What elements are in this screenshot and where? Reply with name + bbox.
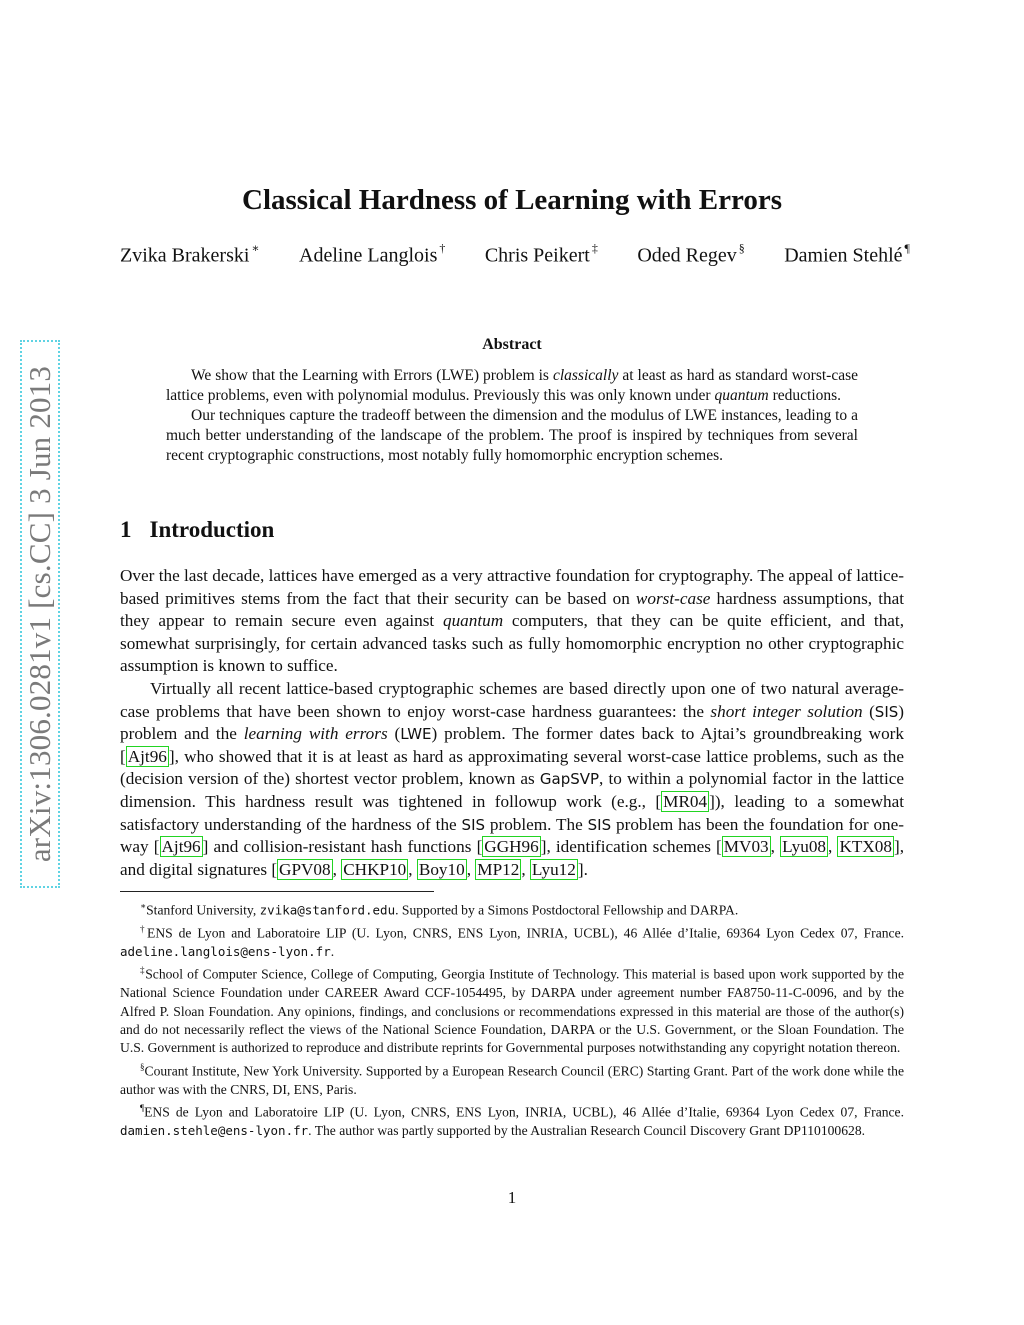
author: Damien Stehlé ¶ xyxy=(784,241,910,267)
citation-link[interactable]: GGH96 xyxy=(484,837,539,857)
citation-link[interactable]: GPV08 xyxy=(279,859,331,879)
abstract-paragraph: We show that the Learning with Errors (LWE) problem is classically at least as hard as standard worst-case lattice problems, even with polynomial modulus. Previously this was only known under quantum reductions. xyxy=(166,367,858,404)
arxiv-identifier: arXiv:1306.0281v1 [cs.CC] 3 Jun 2013 xyxy=(22,365,57,863)
page-number: 1 xyxy=(507,1188,517,1207)
author: Zvika Brakerski ∗ xyxy=(120,241,260,267)
section-heading: 1 Introduction xyxy=(120,517,275,542)
email-link[interactable]: damien.stehle@ens-lyon.fr xyxy=(120,1123,309,1139)
citation-link[interactable]: KTX08 xyxy=(839,837,892,857)
footnote: ‡School of Computer Science, College of Computing, Georgia Institute of Technology. This material is based upon work supported by the National Science Foundation under CAREER Award CCF-1054495, by DARPA under agreement number FA8750-11-C-0096, and by the Alfred P. Sloan Foundation. Any opinions, findings, and conclusions or recommendations expressed in this material are those of the author(s) and do not necessarily reflect the views of the National Science Foundation, DARPA or the U.S. Government, or the Sloan Foundation. The U.S. Government is authorized to reproduce and distribute reprints for Governmental purposes notwithstanding any copyright notation thereon. xyxy=(120,965,904,1056)
footnote: §Courant Institute, New York University. Supported by a European Research Council (ERC) Starting Grant. Part of the work done while the author was with the CNRS, DI, ENS, Paris. xyxy=(120,1061,904,1097)
abstract xyxy=(166,366,858,466)
body-paragraph: Virtually all recent lattice-based cryptographic schemes are based directly upon one of two natural average-case problems that have been shown to enjoy worst-case hardness guarantees: the short integer solution (SIS) problem and the learning with errors (LWE) problem. The former dates back to Ajtai’s groundbreaking work [ Ajt96 ], who showed that it is at least as hard as approximating several worst-case lattice problems, such as the (decision version of the) shortest vector problem, known as GapSVP, to within a polynomial factor in the lattice dimension. This hardness result was tightened in followup work (e.g., [ MR04 ]), leading to a somewhat satisfactory understanding of the hardness of the SIS problem. The SIS problem has been the foundation for one-way [ Ajt96 ] and collision-resistant hash functions [ GGH96 ], identification schemes [ MV03 , Lyu08 , KTX08 ], and digital signatures [ GPV08 , CHKP10 , Boy10 , MP12 , Lyu12 ]. xyxy=(120,678,905,879)
body-paragraph: Over the last decade, lattices have emerged as a very attractive foundation for cryptography. The appeal of lattice-based primitives stems from the fact that their security can be based on worst-case hardness assumptions, that they appear to remain secure even against quantum computers, that they can be quite efficient, and that, somewhat surprisingly, for certain advanced tasks such as fully homomorphic encryption no other cryptographic assumption is known to suffice. xyxy=(120,566,905,676)
citation-link[interactable]: Ajt96 xyxy=(161,837,201,857)
abstract-heading: Abstract xyxy=(482,336,542,353)
author: Adeline Langlois † xyxy=(299,241,446,267)
paper-title: Classical Hardness of Learning with Errors xyxy=(242,184,782,216)
citation-link[interactable]: Lyu12 xyxy=(531,859,576,879)
citation-link[interactable]: MR04 xyxy=(663,791,708,811)
author: Oded Regev § xyxy=(637,241,745,267)
citation-link[interactable]: Ajt96 xyxy=(127,746,167,766)
footnote-rule xyxy=(120,891,434,892)
footnotes xyxy=(120,897,904,1141)
footnote: ∗Stanford University, zvika@stanford.edu. Supported by a Simons Postdoctoral Fellowship and DARPA. xyxy=(140,901,739,918)
abstract-paragraph: Our techniques capture the tradeoff between the dimension and the modulus of LWE instances, leading to a much better understanding of the landscape of the problem. The proof is inspired by techniques from several recent cryptographic constructions, most notably fully homomorphic encryption schemes. xyxy=(166,407,858,464)
introduction-body xyxy=(120,565,904,881)
citation-link[interactable]: CHKP10 xyxy=(343,859,407,879)
citation-link[interactable]: MP12 xyxy=(477,859,520,879)
citation-link[interactable]: Lyu08 xyxy=(782,837,827,857)
citation-link[interactable]: Boy10 xyxy=(418,859,465,879)
footnote: †ENS de Lyon and Laboratoire LIP (U. Lyon, CNRS, ENS Lyon, INRIA, UCBL), 46 Allée d’Italie, 69364 Lyon Cedex 07, France. adeline.langlois@ens-lyon.fr. xyxy=(120,923,905,959)
citation-link[interactable]: MV03 xyxy=(723,837,769,857)
footnote: ¶ENS de Lyon and Laboratoire LIP (U. Lyon, CNRS, ENS Lyon, INRIA, UCBL), 46 Allée d’Italie, 69364 Lyon Cedex 07, France. damien.stehle@ens-lyon.fr. The author was partly supported by the Australian Research Council Discovery Grant DP110100628. xyxy=(120,1103,904,1139)
arxiv-stamp xyxy=(20,340,60,888)
email-link[interactable]: adeline.langlois@ens-lyon.fr xyxy=(120,943,331,959)
author: Chris Peikert ‡ xyxy=(484,241,598,267)
author-list xyxy=(120,243,910,268)
email-link[interactable]: zvika@stanford.edu xyxy=(259,902,396,918)
